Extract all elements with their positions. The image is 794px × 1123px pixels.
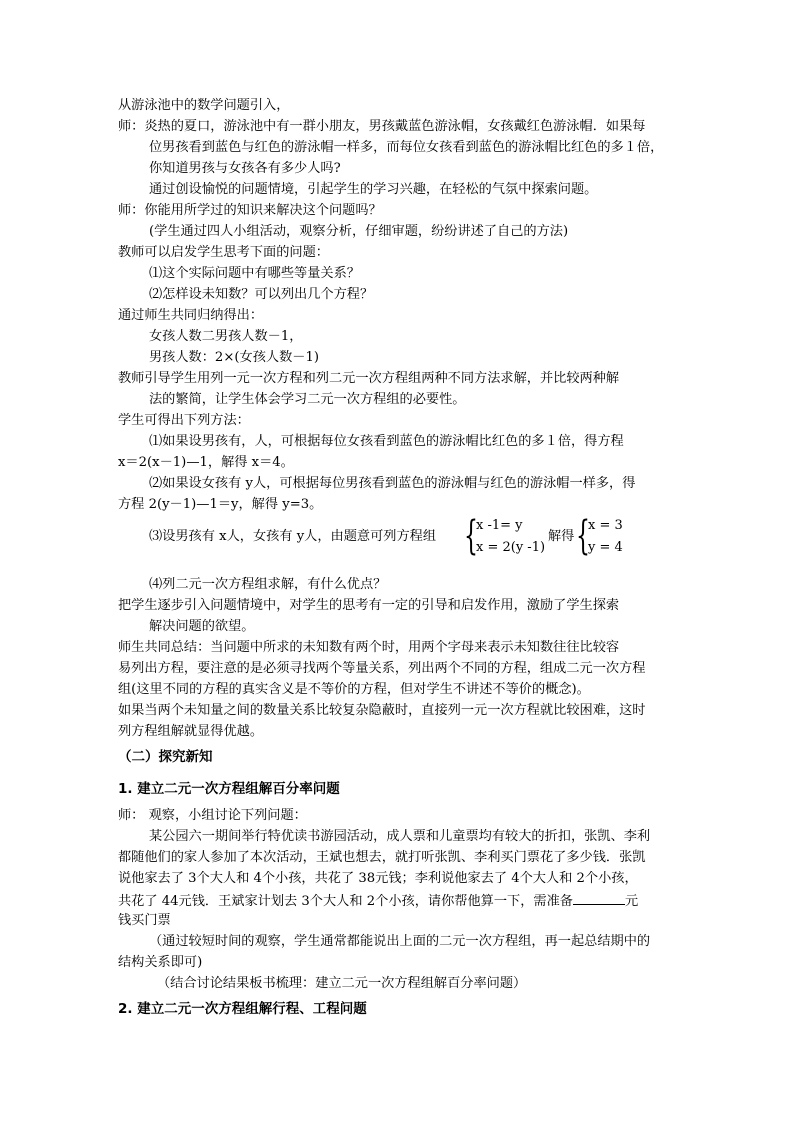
brace-symbol: { — [576, 513, 590, 559]
equation: x -1= y — [476, 518, 523, 533]
text-line: 位男孩看到蓝色与红色的游泳帽一样多，而每位女孩看到蓝色的游泳帽比红色的多１倍， — [149, 140, 664, 155]
text-line: 女孩人数二男孩人数－1， — [149, 329, 303, 344]
text-line: 组(这里不同的方程的真实含义是不等价的方程，但对学生不讲述不等价的概念)。 — [118, 682, 590, 697]
text-line: 方程 2(y－1)—1＝y，解得 y=3。 — [118, 497, 323, 512]
text-span: 共花了 44元钱．王斌家计划去 3个大人和 2个小孩，请你帮他算一下，需准备 — [118, 894, 573, 909]
text-line: 教师引导学生用列一元一次方程和列二元一次方程组两种不同方法求解，并比较两种解 — [118, 371, 620, 386]
text-line: 解得 — [548, 529, 575, 544]
text-line: 说他家去了 3个大人和 4个小孩，共花了 38元钱；李利说他家去了 4个大人和 2个小孩， — [118, 871, 638, 886]
text-line: 把学生逐步引入问题情境中，对学生的思考有一定的引导和启发作用，激励了学生探索 — [118, 598, 620, 613]
equation-system-2 — [576, 514, 636, 562]
text-line: 钱买门票 — [118, 913, 171, 928]
text-line: 如果当两个未知量之间的数量关系比较复杂隐蔽时，直接列一元一次方程就比较困难，这时 — [118, 703, 646, 718]
text-line: ⑴如果设男孩有，人，可根据每位女孩看到蓝色的游泳帽比红色的多１倍，得方程 — [149, 434, 624, 449]
text-line: 师生共同总结：当问题中所求的未知数有两个时，用两个字母来表示未知数往往比较容 — [118, 640, 620, 655]
text-line: 教师可以启发学生思考下面的问题： — [118, 245, 329, 260]
answer-blank[interactable] — [573, 890, 625, 905]
text-line: ⑷列二元一次方程组求解，有什么优点？ — [149, 577, 387, 592]
text-line: 解决问题的欲望。 — [149, 619, 255, 634]
text-line: 结构关系即可) — [118, 955, 203, 970]
text-line: ⑴这个实际问题中有哪些等量关系？ — [149, 266, 360, 281]
equation: x = 3 — [588, 518, 623, 533]
equation-system-1 — [464, 514, 556, 562]
text-line: x＝2(x－1)—1，解得 x＝4。 — [118, 455, 294, 470]
text-line: ⑶设男孩有 x人，女孩有 y人，由题意可列方程组 — [149, 529, 437, 544]
text-line: 你知道男孩与女孩各有多少人吗? — [149, 161, 341, 176]
text-line: 列方程组解就显得优越。 — [118, 724, 264, 739]
text-line: 易列出方程，要注意的是必须寻找两个等量关系，列出两个不同的方程，组成二元一次方程 — [118, 661, 646, 676]
text-line: 师：你能用所学过的知识来解决这个问题吗？ — [118, 203, 382, 218]
subsection-heading: 2. 建立二元一次方程组解行程、工程问题 — [118, 1001, 367, 1017]
text-line: 通过师生共同归纳得出： — [118, 308, 264, 323]
text-line: 法的繁简，让学生体会学习二元一次方程组的必要性。 — [149, 392, 466, 407]
brace-symbol: { — [464, 513, 478, 559]
equation: y = 4 — [588, 540, 623, 555]
text-line: 师： 观察，小组讨论下列问题： — [118, 808, 307, 823]
section-heading: （二）探究新知 — [118, 749, 213, 765]
subsection-heading: 1. 建立二元一次方程组解百分率问题 — [118, 781, 340, 797]
text-line: （通过较短时间的观察，学生通常都能说出上面的二元一次方程组，再一起总结期中的 — [149, 934, 651, 949]
text-line: 某公园六一期间举行特优读书游园活动，成人票和儿童票均有较大的折扣，张凯、李利 — [149, 829, 651, 844]
text-line — [118, 890, 638, 910]
text-line: 师：炎热的夏口，游泳池中有一群小朋友，男孩戴蓝色游泳帽，女孩戴红色游泳帽．如果每 — [118, 119, 646, 134]
text-line: ⑵怎样设未知数？可以列出几个方程？ — [149, 287, 374, 302]
text-line: 学生可得出下列方法： — [118, 413, 250, 428]
text-line: 通过创设愉悦的问题情境，引起学生的学习兴趣，在轻松的气氛中探索问题。 — [149, 182, 598, 197]
text-line: 都随他们的家人参加了本次活动，王斌也想去，就打听张凯、李利买门票花了多少钱．张凯 — [118, 850, 646, 865]
text-line: ⑵如果设女孩有 y人，可根据每位男孩看到蓝色的游泳帽与红色的游泳帽一样多，得 — [149, 476, 636, 491]
equation: x = 2(y -1) — [476, 540, 546, 555]
text-span: 元 — [624, 894, 639, 909]
text-line: 男孩人数：2×(女孩人数－1) — [149, 350, 319, 365]
text-line: 从游泳池中的数学问题引入， — [118, 98, 290, 113]
text-line: (学生通过四人小组活动，观察分析，仔细审题，纷纷讲述了自己的方法) — [149, 224, 569, 239]
text-line: （结合讨论结果板书梳理：建立二元一次方程组解百分率问题） — [157, 976, 527, 991]
